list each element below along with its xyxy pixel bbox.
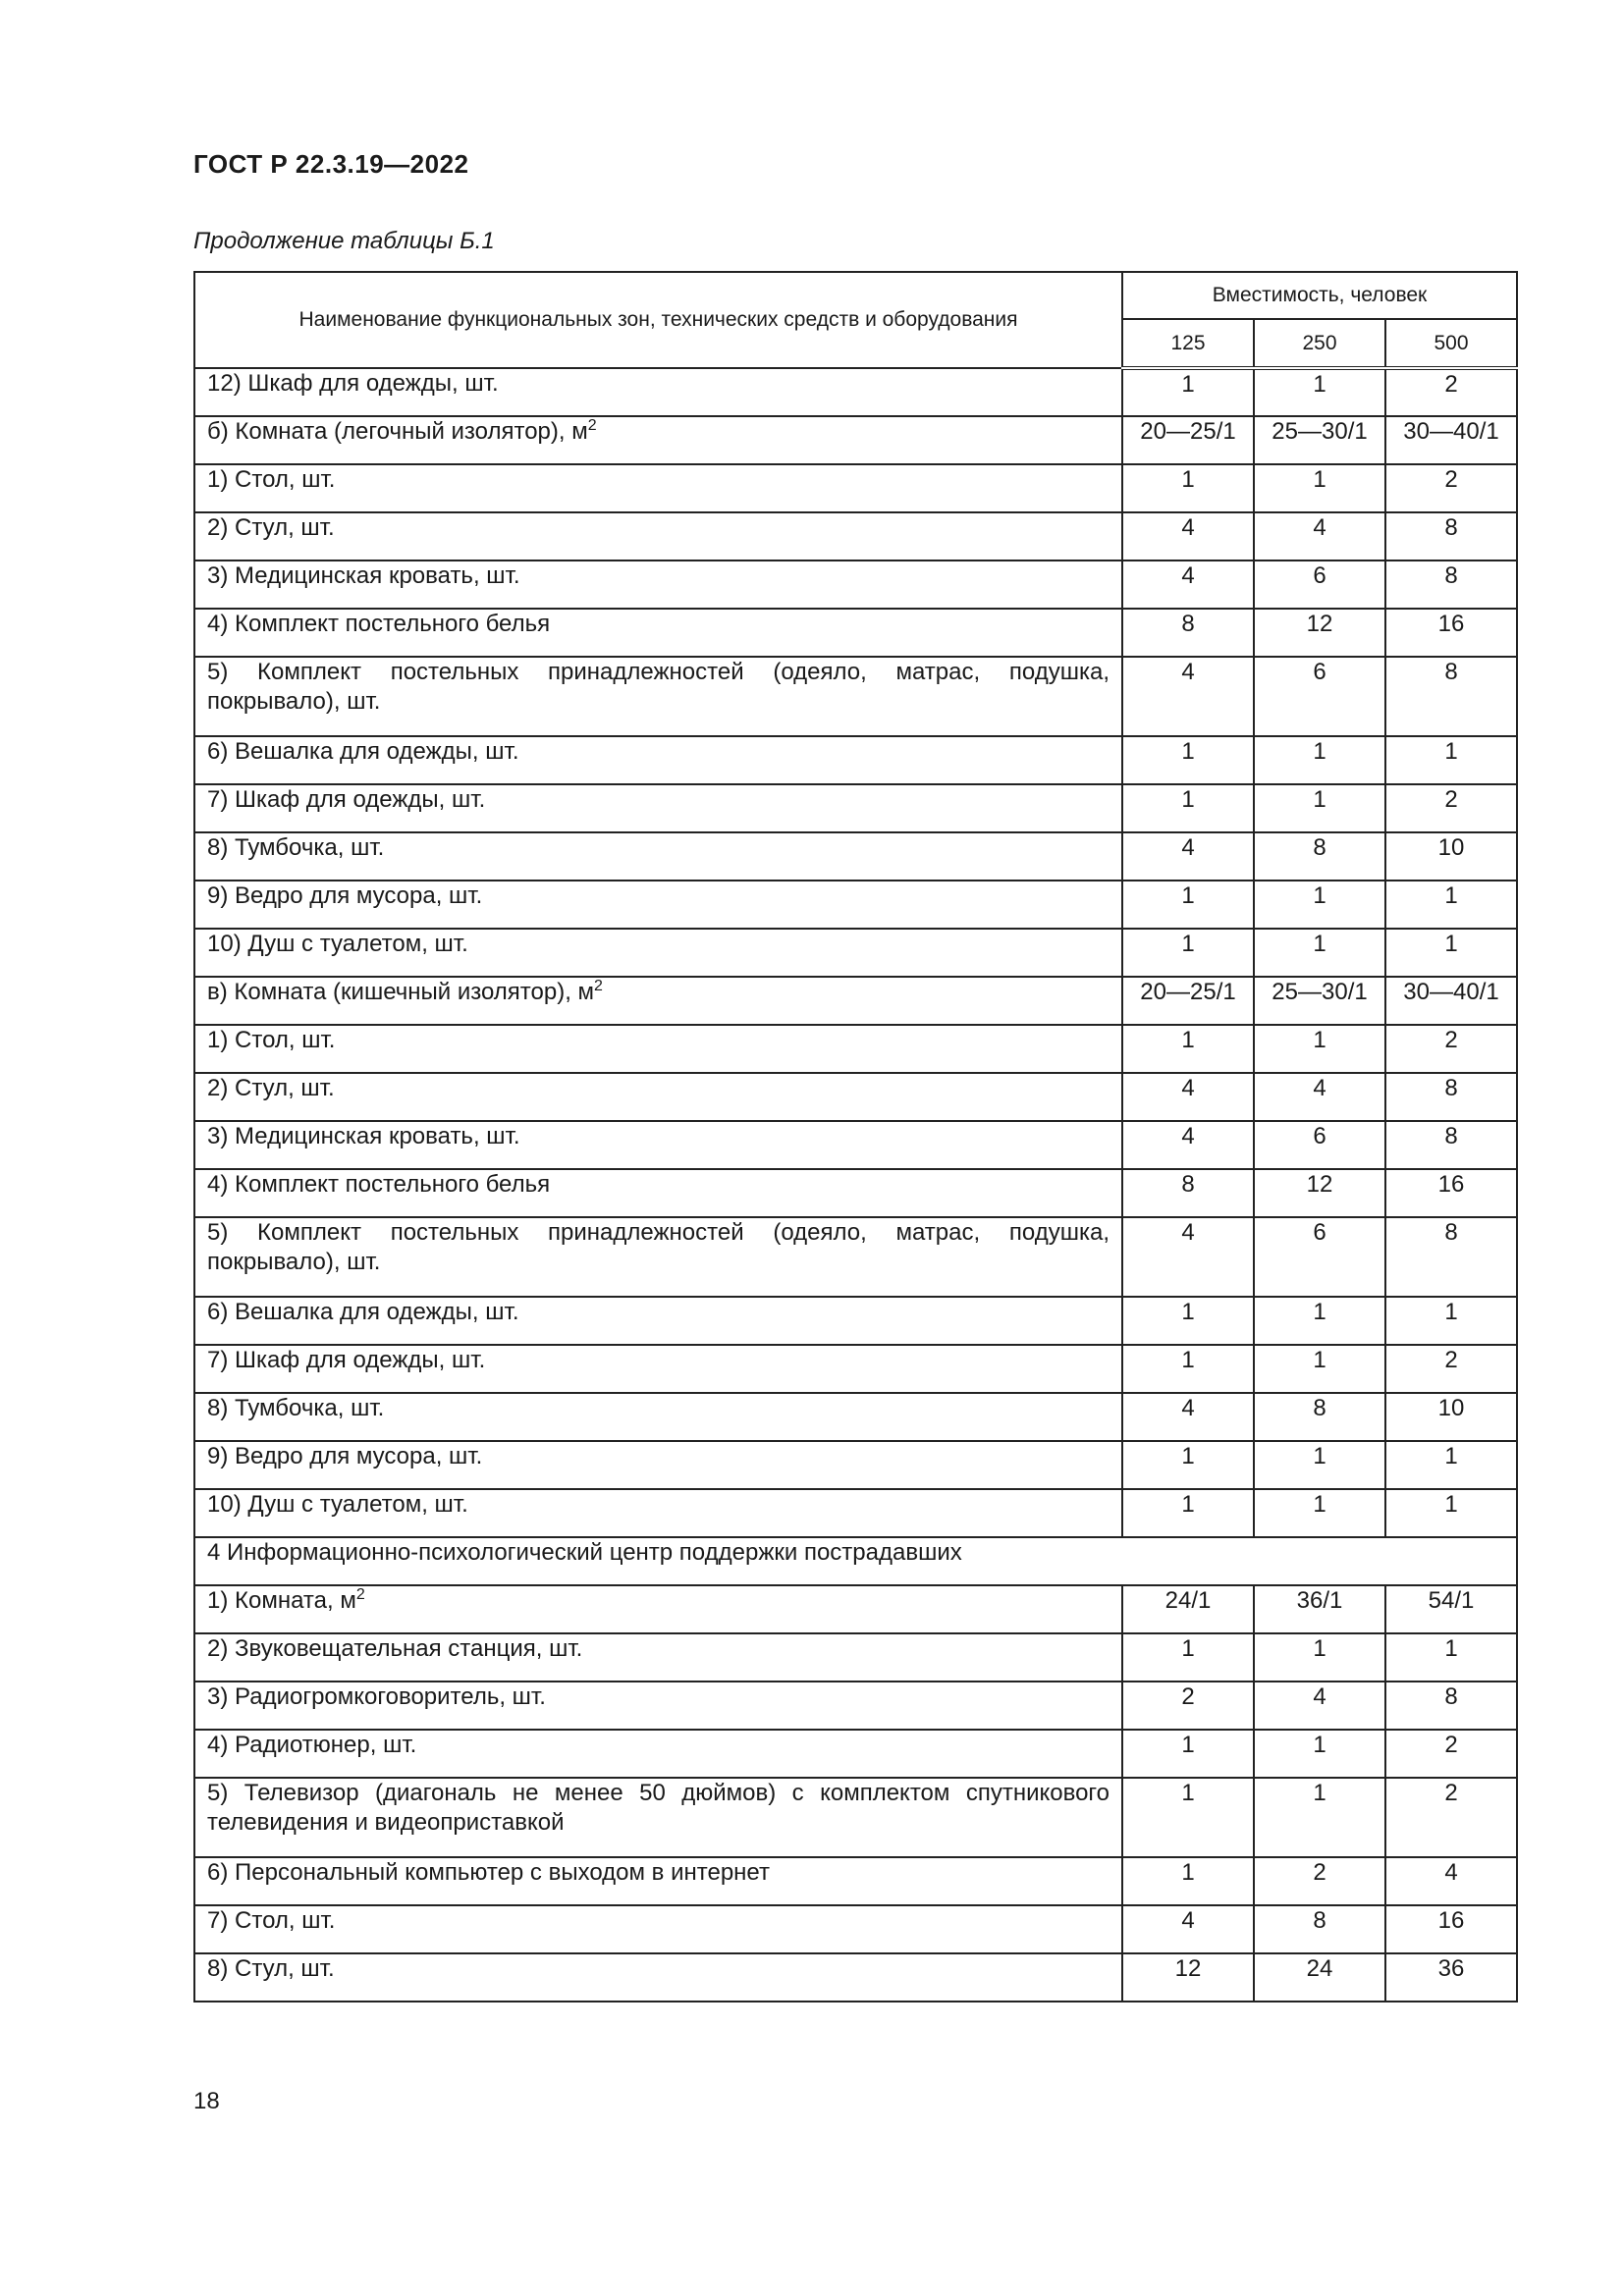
capacity-value: 1 [1122, 736, 1254, 784]
table-row [194, 368, 1517, 416]
document-code: ГОСТ Р 22.3.19—2022 [193, 149, 469, 179]
item-name [194, 609, 1122, 657]
item-name [194, 784, 1122, 832]
table-row [194, 1121, 1517, 1169]
page-number: 18 [193, 2088, 220, 2114]
capacity-value: 1 [1254, 881, 1385, 929]
item-name-text: 2) Звуковещательная станция, шт. [207, 1635, 583, 1662]
capacity-value: 8 [1385, 1073, 1517, 1121]
table-row [194, 1345, 1517, 1393]
capacity-value: 4 [1122, 657, 1254, 736]
capacity-value: 1 [1385, 1489, 1517, 1537]
capacity-value: 1 [1122, 1633, 1254, 1682]
item-name-text: 4 Информационно-психологический центр поддержки пострадавших [207, 1539, 962, 1566]
capacity-value: 25—30/1 [1254, 416, 1385, 464]
item-name [194, 512, 1122, 561]
table-row [194, 561, 1517, 609]
table-body [194, 368, 1517, 2002]
capacity-value: 1 [1254, 1489, 1385, 1537]
table-row [194, 881, 1517, 929]
capacity-value: 8 [1385, 1121, 1517, 1169]
item-name [194, 1393, 1122, 1441]
table-row [194, 1393, 1517, 1441]
capacity-value: 4 [1254, 512, 1385, 561]
item-name [194, 1905, 1122, 1953]
capacity-value: 8 [1254, 1905, 1385, 1953]
capacity-value: 1 [1385, 1633, 1517, 1682]
item-name [194, 1682, 1122, 1730]
table-row [194, 977, 1517, 1025]
name-column-header: Наименование функциональных зон, технических средств и оборудования [194, 272, 1122, 368]
capacity-value: 12 [1254, 1169, 1385, 1217]
item-name-text: 6) Вешалка для одежды, шт. [207, 1299, 519, 1325]
item-name [194, 1633, 1122, 1682]
capacity-value: 8 [1122, 1169, 1254, 1217]
item-name [194, 736, 1122, 784]
capacity-value: 1 [1254, 929, 1385, 977]
item-name [194, 1073, 1122, 1121]
capacity-value: 6 [1254, 1121, 1385, 1169]
capacity-value: 6 [1254, 561, 1385, 609]
table-row [194, 512, 1517, 561]
capacity-value: 24/1 [1122, 1585, 1254, 1633]
capacity-value: 1 [1385, 1441, 1517, 1489]
item-name-text: 9) Ведро для мусора, шт. [207, 1443, 483, 1469]
capacity-value: 4 [1122, 1217, 1254, 1297]
unit-exponent: 2 [587, 417, 597, 434]
table-row [194, 1025, 1517, 1073]
item-name-text: 3) Медицинская кровать, шт. [207, 562, 520, 589]
item-name [194, 881, 1122, 929]
capacity-value: 4 [1122, 1121, 1254, 1169]
capacity-value: 4 [1254, 1682, 1385, 1730]
item-name [194, 464, 1122, 512]
item-name-text: 8) Тумбочка, шт. [207, 1395, 385, 1421]
capacity-value: 1 [1254, 1025, 1385, 1073]
table-row [194, 1073, 1517, 1121]
table-row [194, 1682, 1517, 1730]
capacity-value: 8 [1385, 561, 1517, 609]
capacity-value: 1 [1122, 368, 1254, 416]
item-name [194, 561, 1122, 609]
capacity-value: 1 [1254, 1633, 1385, 1682]
capacity-value: 1 [1254, 1730, 1385, 1778]
capacity-column-header: 250 [1254, 319, 1385, 368]
capacity-value: 8 [1254, 1393, 1385, 1441]
capacity-value: 1 [1122, 929, 1254, 977]
item-name-text: 2) Стул, шт. [207, 514, 335, 541]
capacity-value: 1 [1122, 1441, 1254, 1489]
item-name-text: 4) Радиотюнер, шт. [207, 1732, 417, 1758]
capacity-value: 4 [1254, 1073, 1385, 1121]
capacity-value: 8 [1122, 609, 1254, 657]
item-name-text: 1) Стол, шт. [207, 1027, 336, 1053]
item-name [194, 1297, 1122, 1345]
item-name-text: б) Комната (легочный изолятор), м [207, 418, 588, 445]
capacity-value: 1 [1385, 1297, 1517, 1345]
item-name [194, 1730, 1122, 1778]
table-row [194, 609, 1517, 657]
table-row [194, 1585, 1517, 1633]
capacity-value: 1 [1254, 1345, 1385, 1393]
capacity-value: 2 [1385, 784, 1517, 832]
item-name-text: 7) Шкаф для одежды, шт. [207, 786, 486, 813]
capacity-value: 1 [1122, 1345, 1254, 1393]
capacity-value: 1 [1122, 1730, 1254, 1778]
equipment-table [193, 271, 1518, 2002]
table-row [194, 1778, 1517, 1857]
item-name [194, 1778, 1122, 1857]
item-name [194, 1025, 1122, 1073]
item-name-text: 10) Душ с туалетом, шт. [207, 931, 468, 957]
capacity-value: 2 [1385, 1345, 1517, 1393]
capacity-value: 1 [1254, 736, 1385, 784]
unit-exponent: 2 [594, 978, 603, 994]
capacity-value: 16 [1385, 1169, 1517, 1217]
capacity-value: 1 [1122, 1857, 1254, 1905]
capacity-group-header: Вместимость, человек [1122, 272, 1517, 319]
item-name-text: 9) Ведро для мусора, шт. [207, 882, 483, 909]
item-name-text: 1) Комната, м [207, 1587, 356, 1614]
capacity-value: 1 [1254, 368, 1385, 416]
unit-exponent: 2 [355, 1586, 365, 1603]
capacity-value: 4 [1385, 1857, 1517, 1905]
capacity-value: 2 [1385, 464, 1517, 512]
capacity-value: 4 [1122, 1905, 1254, 1953]
item-name [194, 1121, 1122, 1169]
capacity-value: 6 [1254, 657, 1385, 736]
capacity-value: 6 [1254, 1217, 1385, 1297]
table-row [194, 1217, 1517, 1297]
item-name [194, 1953, 1122, 2002]
capacity-value: 25—30/1 [1254, 977, 1385, 1025]
capacity-value: 10 [1385, 1393, 1517, 1441]
item-name-text: 7) Шкаф для одежды, шт. [207, 1347, 486, 1373]
item-name [194, 657, 1122, 736]
capacity-value: 2 [1254, 1857, 1385, 1905]
table-row [194, 1441, 1517, 1489]
capacity-value: 20—25/1 [1122, 977, 1254, 1025]
capacity-column-header: 500 [1385, 319, 1517, 368]
item-name-text: 6) Персональный компьютер с выходом в интернет [207, 1859, 770, 1886]
item-name-text: 10) Душ с туалетом, шт. [207, 1491, 468, 1518]
item-name-text: 12) Шкаф для одежды, шт. [207, 370, 499, 397]
item-name [194, 1489, 1122, 1537]
item-name-text: 4) Комплект постельного белья [207, 611, 551, 637]
capacity-value: 20—25/1 [1122, 416, 1254, 464]
capacity-value: 1 [1254, 464, 1385, 512]
capacity-value: 1 [1385, 881, 1517, 929]
item-name [194, 1345, 1122, 1393]
table-row [194, 832, 1517, 881]
item-name-text: 4) Комплект постельного белья [207, 1171, 551, 1198]
capacity-value: 12 [1122, 1953, 1254, 2002]
capacity-value: 1 [1122, 1297, 1254, 1345]
item-name [194, 1857, 1122, 1905]
table-row [194, 1489, 1517, 1537]
capacity-column-header: 125 [1122, 319, 1254, 368]
item-name-text: 8) Тумбочка, шт. [207, 834, 385, 861]
table-row [194, 1633, 1517, 1682]
capacity-value: 8 [1385, 512, 1517, 561]
item-name-text: 5) Комплект постельных принадлежностей (одеяло, матрас, подушка, покрывало), шт. [207, 659, 1110, 715]
section-row [194, 1537, 1517, 1585]
capacity-value: 1 [1254, 1297, 1385, 1345]
capacity-value: 8 [1254, 832, 1385, 881]
capacity-value: 2 [1385, 1730, 1517, 1778]
capacity-value: 4 [1122, 561, 1254, 609]
capacity-value: 4 [1122, 832, 1254, 881]
table-row [194, 1857, 1517, 1905]
item-name [194, 1217, 1122, 1297]
item-name-text: 1) Стол, шт. [207, 466, 336, 493]
capacity-value: 1 [1122, 464, 1254, 512]
capacity-value: 1 [1122, 1489, 1254, 1537]
table-row [194, 1169, 1517, 1217]
table-row [194, 1297, 1517, 1345]
capacity-value: 30—40/1 [1385, 416, 1517, 464]
capacity-value: 16 [1385, 1905, 1517, 1953]
item-name [194, 929, 1122, 977]
item-name [194, 832, 1122, 881]
capacity-value: 12 [1254, 609, 1385, 657]
capacity-value: 8 [1385, 1217, 1517, 1297]
capacity-value: 4 [1122, 512, 1254, 561]
capacity-value: 4 [1122, 1073, 1254, 1121]
item-name-text: 3) Медицинская кровать, шт. [207, 1123, 520, 1149]
capacity-value: 8 [1385, 657, 1517, 736]
capacity-value: 10 [1385, 832, 1517, 881]
item-name-text: 3) Радиогромкоговоритель, шт. [207, 1683, 546, 1710]
item-name [194, 368, 1122, 416]
item-name-text: 7) Стол, шт. [207, 1907, 336, 1934]
item-name [194, 977, 1122, 1025]
table-row [194, 657, 1517, 736]
capacity-value: 2 [1385, 1025, 1517, 1073]
capacity-value: 1 [1385, 929, 1517, 977]
table-row [194, 929, 1517, 977]
capacity-value: 16 [1385, 609, 1517, 657]
item-name [194, 1441, 1122, 1489]
table-row [194, 736, 1517, 784]
capacity-value: 2 [1122, 1682, 1254, 1730]
table-caption: Продолжение таблицы Б.1 [193, 228, 495, 254]
item-name-text: 5) Комплект постельных принадлежностей (одеяло, матрас, подушка, покрывало), шт. [207, 1219, 1110, 1275]
item-name-text: 8) Стул, шт. [207, 1955, 335, 1982]
table-row [194, 784, 1517, 832]
capacity-value: 36 [1385, 1953, 1517, 2002]
item-name-text: 5) Телевизор (диагональ не менее 50 дюймов) с комплектом спутникового телевидения и видеоприставкой [207, 1780, 1110, 1836]
capacity-value: 1 [1254, 784, 1385, 832]
table-row [194, 464, 1517, 512]
table-row [194, 1905, 1517, 1953]
capacity-value: 2 [1385, 368, 1517, 416]
capacity-value: 1 [1122, 784, 1254, 832]
table-row [194, 1730, 1517, 1778]
item-name [194, 416, 1122, 464]
section-title [194, 1537, 1517, 1585]
capacity-value: 1 [1122, 1778, 1254, 1857]
table-row [194, 416, 1517, 464]
capacity-value: 1 [1122, 1025, 1254, 1073]
capacity-value: 1 [1385, 736, 1517, 784]
item-name-text: 6) Вешалка для одежды, шт. [207, 738, 519, 765]
capacity-value: 4 [1122, 1393, 1254, 1441]
item-name [194, 1169, 1122, 1217]
capacity-value: 36/1 [1254, 1585, 1385, 1633]
capacity-value: 2 [1385, 1778, 1517, 1857]
capacity-value: 24 [1254, 1953, 1385, 2002]
item-name-text: в) Комната (кишечный изолятор), м [207, 979, 595, 1005]
capacity-value: 54/1 [1385, 1585, 1517, 1633]
capacity-value: 30—40/1 [1385, 977, 1517, 1025]
item-name-text: 2) Стул, шт. [207, 1075, 335, 1101]
capacity-value: 1 [1254, 1778, 1385, 1857]
capacity-value: 1 [1122, 881, 1254, 929]
capacity-value: 8 [1385, 1682, 1517, 1730]
item-name [194, 1585, 1122, 1633]
capacity-value: 1 [1254, 1441, 1385, 1489]
table-row [194, 1953, 1517, 2002]
